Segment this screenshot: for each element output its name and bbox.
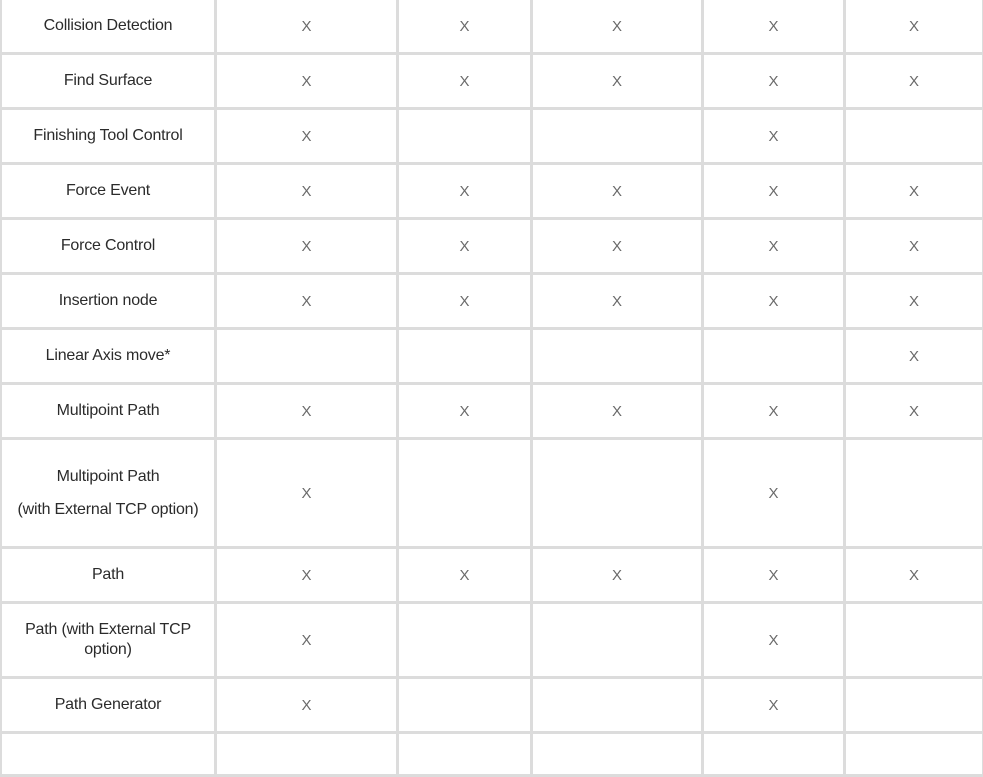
support-mark: X xyxy=(768,292,779,310)
feature-name: Path (with External TCP option) xyxy=(25,621,191,658)
support-cell xyxy=(846,549,982,601)
support-cell xyxy=(399,385,530,437)
support-mark: X xyxy=(301,402,312,420)
support-cell xyxy=(533,55,701,107)
support-cell xyxy=(704,385,843,437)
support-cell xyxy=(704,604,843,676)
support-mark: X xyxy=(768,17,779,35)
support-mark: X xyxy=(459,292,470,310)
support-cell xyxy=(217,55,396,107)
table-row xyxy=(2,330,982,382)
support-cell xyxy=(704,275,843,327)
feature-name: Path xyxy=(91,566,125,583)
support-mark: X xyxy=(768,402,779,420)
support-cell xyxy=(533,549,701,601)
support-cell xyxy=(533,734,701,774)
feature-name-cell xyxy=(2,220,214,272)
feature-name: Force Control xyxy=(60,237,156,254)
support-cell xyxy=(533,220,701,272)
feature-name: Multipoint Path xyxy=(56,402,160,419)
feature-name-cell xyxy=(2,0,214,52)
support-mark: X xyxy=(459,72,470,90)
support-cell xyxy=(846,165,982,217)
support-cell xyxy=(846,55,982,107)
support-cell xyxy=(399,604,530,676)
feature-name-cell xyxy=(2,165,214,217)
support-mark: X xyxy=(301,72,312,90)
support-mark: X xyxy=(768,696,779,714)
support-mark: X xyxy=(908,566,919,584)
support-cell xyxy=(533,385,701,437)
support-mark: X xyxy=(301,17,312,35)
support-cell xyxy=(217,385,396,437)
feature-name-cell xyxy=(2,440,214,546)
support-mark: X xyxy=(301,127,312,145)
support-mark: X xyxy=(611,566,622,584)
table-row xyxy=(2,165,982,217)
feature-name: Insertion node xyxy=(58,292,158,309)
support-mark: X xyxy=(768,182,779,200)
support-mark: X xyxy=(611,402,622,420)
support-cell xyxy=(217,440,396,546)
support-cell xyxy=(704,734,843,774)
feature-name-cell xyxy=(2,55,214,107)
support-mark: X xyxy=(301,237,312,255)
table-row xyxy=(2,604,982,676)
support-mark: X xyxy=(301,292,312,310)
support-cell xyxy=(704,55,843,107)
feature-name-cell xyxy=(2,734,214,774)
support-cell xyxy=(704,110,843,162)
support-mark: X xyxy=(768,631,779,649)
feature-name: Path Generator xyxy=(54,696,162,713)
support-cell xyxy=(704,220,843,272)
support-mark: X xyxy=(459,566,470,584)
support-cell xyxy=(846,110,982,162)
feature-name: Force Event xyxy=(65,182,151,199)
support-mark: X xyxy=(301,566,312,584)
support-mark: X xyxy=(459,237,470,255)
feature-name: (with External TCP option) xyxy=(17,500,199,518)
feature-name: Linear Axis move* xyxy=(45,347,171,364)
support-cell xyxy=(217,220,396,272)
support-cell xyxy=(533,110,701,162)
support-cell xyxy=(704,679,843,731)
support-cell xyxy=(533,0,701,52)
support-cell xyxy=(399,0,530,52)
support-mark: X xyxy=(908,237,919,255)
support-cell xyxy=(217,330,396,382)
support-mark: X xyxy=(908,402,919,420)
support-cell xyxy=(533,330,701,382)
support-mark: X xyxy=(768,72,779,90)
table-row xyxy=(2,275,982,327)
table-row xyxy=(2,679,982,731)
support-cell xyxy=(399,734,530,774)
support-mark: X xyxy=(611,72,622,90)
support-mark: X xyxy=(611,182,622,200)
table-row xyxy=(2,0,982,52)
support-cell xyxy=(704,440,843,546)
support-cell xyxy=(217,165,396,217)
table-row xyxy=(2,55,982,107)
support-cell xyxy=(704,0,843,52)
support-mark: X xyxy=(611,17,622,35)
support-mark: X xyxy=(301,484,312,502)
feature-name-cell xyxy=(2,275,214,327)
support-cell xyxy=(399,440,530,546)
feature-name: Find Surface xyxy=(63,72,153,89)
support-cell xyxy=(217,549,396,601)
table-row xyxy=(2,440,982,546)
support-cell xyxy=(533,679,701,731)
support-mark: X xyxy=(768,566,779,584)
feature-name-cell xyxy=(2,604,214,676)
support-cell xyxy=(704,165,843,217)
support-cell xyxy=(217,275,396,327)
support-cell xyxy=(846,275,982,327)
support-mark: X xyxy=(908,72,919,90)
support-mark: X xyxy=(768,484,779,502)
support-cell xyxy=(846,385,982,437)
support-cell xyxy=(217,734,396,774)
support-cell xyxy=(399,165,530,217)
support-cell xyxy=(217,604,396,676)
feature-name-cell xyxy=(2,385,214,437)
table-body xyxy=(2,0,982,774)
support-mark: X xyxy=(459,182,470,200)
support-mark: X xyxy=(611,237,622,255)
support-mark: X xyxy=(301,631,312,649)
support-cell xyxy=(217,110,396,162)
support-cell xyxy=(846,220,982,272)
feature-name-cell xyxy=(2,549,214,601)
support-mark: X xyxy=(908,292,919,310)
support-cell xyxy=(399,110,530,162)
support-cell xyxy=(399,330,530,382)
table-row xyxy=(2,385,982,437)
feature-name-cell xyxy=(2,110,214,162)
support-cell xyxy=(846,440,982,546)
feature-name-cell xyxy=(2,330,214,382)
support-cell xyxy=(399,220,530,272)
support-cell xyxy=(533,604,701,676)
support-cell xyxy=(399,549,530,601)
support-cell xyxy=(533,165,701,217)
support-mark: X xyxy=(301,696,312,714)
support-cell xyxy=(533,275,701,327)
support-mark: X xyxy=(908,17,919,35)
support-mark: X xyxy=(768,127,779,145)
support-cell xyxy=(846,734,982,774)
support-cell xyxy=(217,0,396,52)
support-cell xyxy=(846,0,982,52)
support-cell xyxy=(533,440,701,546)
table-row xyxy=(2,549,982,601)
table-row xyxy=(2,110,982,162)
support-cell xyxy=(399,55,530,107)
support-mark: X xyxy=(301,182,312,200)
support-mark: X xyxy=(459,17,470,35)
support-cell xyxy=(846,330,982,382)
support-cell xyxy=(846,604,982,676)
support-cell xyxy=(704,549,843,601)
support-mark: X xyxy=(459,402,470,420)
support-mark: X xyxy=(908,182,919,200)
support-cell xyxy=(399,679,530,731)
feature-name: Finishing Tool Control xyxy=(33,127,183,144)
support-mark: X xyxy=(908,347,919,365)
support-cell xyxy=(399,275,530,327)
feature-name-cell xyxy=(2,679,214,731)
table-row xyxy=(2,220,982,272)
feature-name: Multipoint Path xyxy=(56,467,160,485)
support-mark: X xyxy=(768,237,779,255)
support-cell xyxy=(846,679,982,731)
support-cell xyxy=(704,330,843,382)
support-cell xyxy=(217,679,396,731)
support-mark: X xyxy=(611,292,622,310)
feature-name: Collision Detection xyxy=(43,17,173,34)
table-row xyxy=(2,734,982,774)
